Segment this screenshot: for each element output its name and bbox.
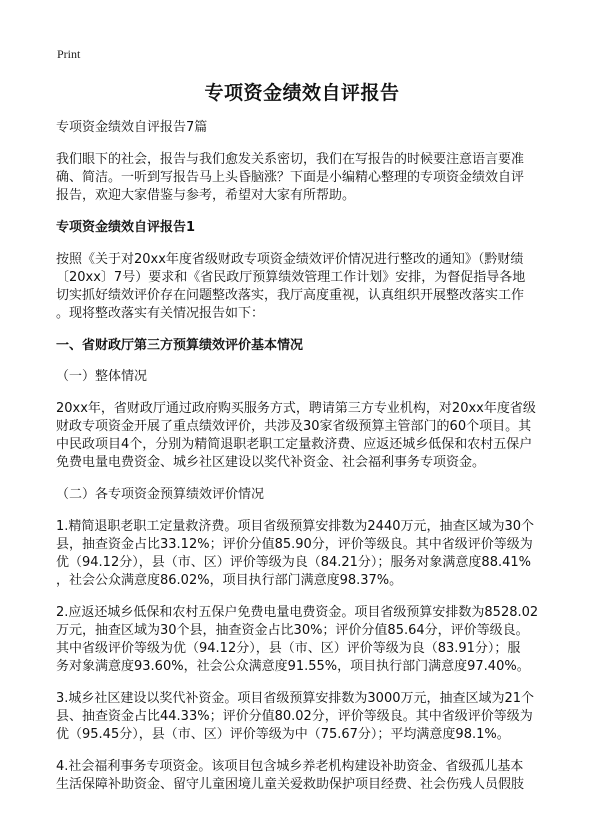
paragraph-line: 中民政项目4个，分别为精简退职老职工定量救济费、应返还城乡低保和农村五保户 <box>56 437 533 452</box>
paragraph-line: 4.社会福利事务专项资金。该项目包含城乡养老机构建设补助资金、省级孤儿基本 <box>56 759 524 774</box>
subsection1-paragraph <box>56 400 548 472</box>
intro-line: 确、简洁。一听到写报告马上头昏脑涨？下面是小编精心整理的专项资金绩效自评 <box>56 170 525 185</box>
paragraph-line: ，社会公众满意度86.02%，项目执行部门满意度98.37%。 <box>56 573 403 588</box>
item3-paragraph <box>56 690 548 744</box>
paragraph-line: 财政专项资金开展了重点绩效评价，共涉及30家省级预算主管部门的60个项目。其 <box>56 419 532 434</box>
paragraph-line: 其中省级评价等级为优（94.12分），县（市、区）评价等级为良（83.91分）；服 <box>56 641 521 656</box>
section1-heading: 一、省财政厅第三方预算绩效评价基本情况 <box>56 338 304 353</box>
document-subtitle: 专项资金绩效自评报告7篇 <box>56 120 208 135</box>
paragraph-line: 县、抽查资金占比44.33%；评价分值80.02分，评价等级良。其中省级评价等级为 <box>56 709 533 724</box>
intro-line: 报告，欢迎大家借鉴与参考，希望对大家有所帮助。 <box>56 188 356 203</box>
paragraph-line: 〔20xx〕7号）要求和《省民政厅预算绩效管理工作计划》安排，为督促指导各地 <box>56 270 526 285</box>
print-label: Print <box>57 47 81 61</box>
report1-heading: 专项资金绩效自评报告1 <box>56 220 196 235</box>
paragraph-line: 。现将整改落实有关情况报告如下： <box>56 306 265 321</box>
paragraph-line: 2.应返还城乡低保和农村五保户免费电量电费资金。项目省级预算安排数为8528.02 <box>56 605 539 620</box>
intro-paragraph <box>56 151 548 205</box>
paragraph-line: 生活保障补助资金、留守儿童困境儿童关爱救助保护项目经费、社会伤残人员假肢 <box>56 777 525 792</box>
paragraph-line: 优（94.12分），县（市、区）评价等级为良（84.21分）；服务对象满意度88.41% <box>56 555 532 570</box>
subsection1-heading: （一）整体情况 <box>56 369 148 384</box>
paragraph-line: 县，抽查资金占比33.12%；评价分值85.90分，评价等级良。其中省级评价等级为 <box>56 537 533 552</box>
paragraph-line: 按照《关于对20xx年度省级财政专项资金绩效评价情况进行整改的通知》（黔财绩 <box>56 252 524 267</box>
paragraph-line: 优（95.45分），县（市、区）评价等级为中（75.67分）；平均满意度98.1%。 <box>56 727 510 742</box>
item2-paragraph <box>56 604 548 676</box>
item4-paragraph <box>56 758 548 794</box>
intro-line: 我们眼下的社会，报告与我们愈发关系密切，我们在写报告的时候要注意语言要准 <box>56 152 525 167</box>
document-body <box>56 78 548 808</box>
paragraph-line: 3.城乡社区建设以奖代补资金。项目省级预算安排数为3000万元，抽查区域为21个 <box>56 691 535 706</box>
report1-paragraph <box>56 251 548 323</box>
paragraph-line: 切实抓好绩效评价存在问题整改落实，我厅高度重视，认真组织开展整改落实工作 <box>56 288 525 303</box>
paragraph-line: 1.精简退职老职工定量救济费。项目省级预算安排数为2440万元，抽查区域为30个 <box>56 519 535 534</box>
page-title: 专项资金绩效自评报告 <box>204 82 400 104</box>
item1-paragraph <box>56 518 548 590</box>
subsection2-heading: （二）各专项资金预算绩效评价情况 <box>56 487 265 502</box>
paragraph-line: 免费电量电费资金、城乡社区建设以奖代补资金、社会福利事务专项资金。 <box>56 455 486 470</box>
paragraph-line: 20xx年，省财政厅通过政府购买服务方式，聘请第三方专业机构，对20xx年度省级 <box>56 401 536 416</box>
paragraph-line: 务对象满意度93.60%，社会公众满意度91.55%，项目执行部门满意度97.40%。 <box>56 659 530 674</box>
paragraph-line: 万元，抽查区域为30个县，抽查资金占比30%；评价分值85.64分，评价等级良。 <box>56 623 529 638</box>
